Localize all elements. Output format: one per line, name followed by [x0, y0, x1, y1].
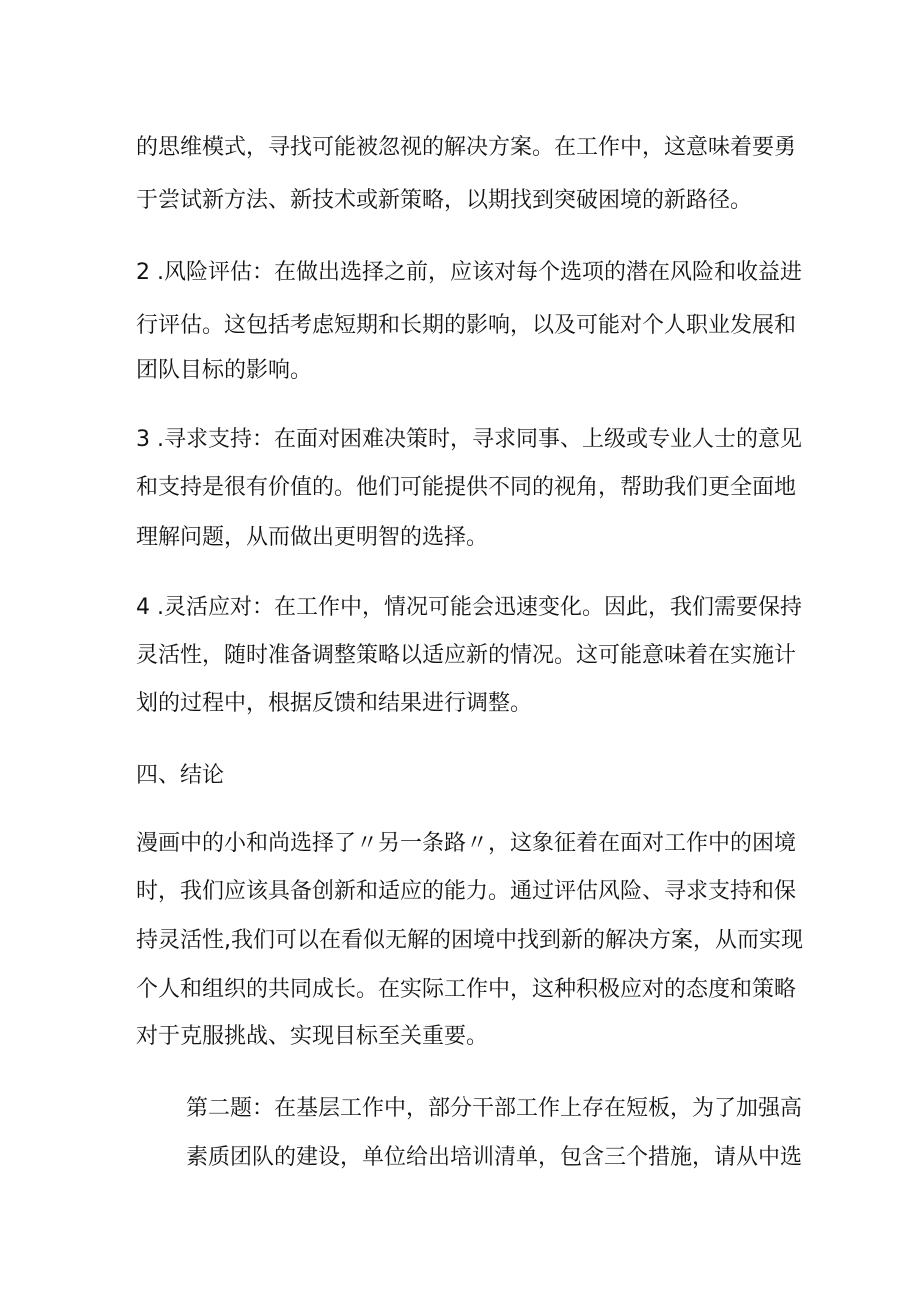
- text-line: 团队目标的影响。: [136, 358, 313, 383]
- text-line: 对于克服挑战、实现目标至关重要。: [136, 1024, 489, 1049]
- text-line: 划的过程中，根据反馈和结果进行调整。: [136, 691, 533, 716]
- text-line: 2 .风险评估：在做出选择之前，应该对每个选项的潜在风险和收益进: [136, 260, 802, 285]
- text-line: 于尝试新方法、新技术或新策略，以期找到突破困境的新路径。: [136, 188, 753, 213]
- text-line: 持灵活性,我们可以在看似无解的困境中找到新的解决方案，从而实现: [136, 928, 803, 953]
- text-line: 个人和组织的共同成长。在实际工作中，这种积极应对的态度和策略: [136, 977, 797, 1002]
- text-line: 漫画中的小和尚选择了〃另一条路〃，这象征着在面对工作中的困境: [136, 831, 797, 856]
- text-line: 3 .寻求支持：在面对困难决策时，寻求同事、上级或专业人士的意见: [136, 427, 802, 452]
- text-line: 第二题：在基层工作中，部分干部工作上存在短板，为了加强高: [186, 1096, 803, 1121]
- text-line: 4 .灵活应对：在工作中，情况可能会迅速变化。因此，我们需要保持: [136, 595, 802, 620]
- text-line: 的思维模式，寻找可能被忽视的解决方案。在工作中，这意味着要勇: [136, 135, 797, 160]
- text-line: 时，我们应该具备创新和适应的能力。通过评估风险、寻求支持和保: [136, 879, 797, 904]
- text-line: 和支持是很有价值的。他们可能提供不同的视角，帮助我们更全面地: [136, 475, 797, 500]
- text-line: 素质团队的建设，单位给出培训清单，包含三个措施，请从中选: [186, 1145, 803, 1170]
- text-line: 灵活性，随时准备调整策略以适应新的情况。这可能意味着在实施计: [136, 643, 797, 668]
- heading-line: 四、结论: [136, 763, 225, 788]
- text-line: 行评估。这包括考虑短期和长期的影响，以及可能对个人职业发展和: [136, 313, 797, 338]
- text-line: 理解问题，从而做出更明智的选择。: [136, 525, 489, 550]
